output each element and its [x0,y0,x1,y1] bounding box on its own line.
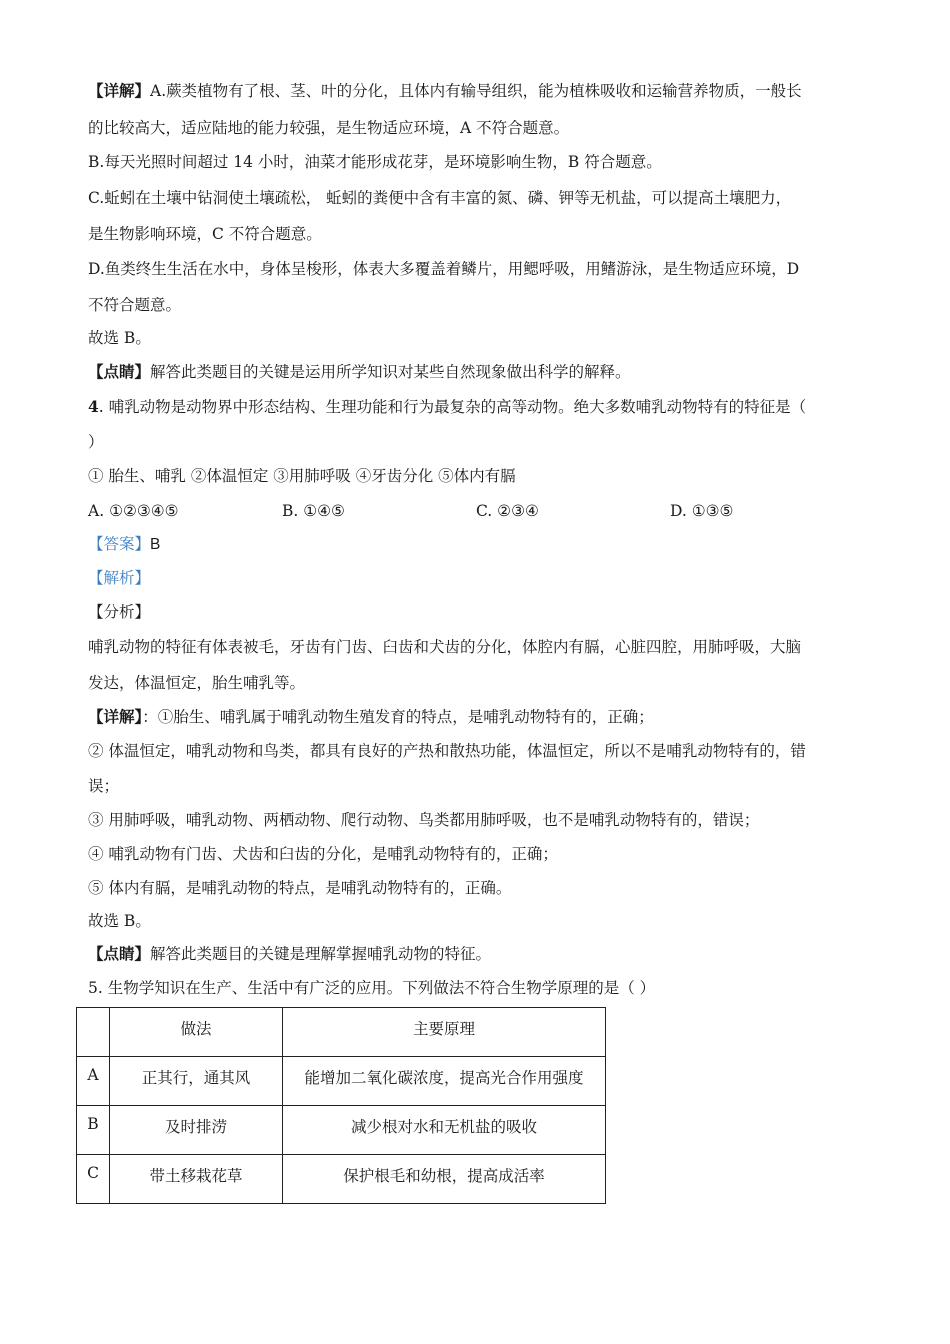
q4-detail-line-4: ③ 用肺呼吸，哺乳动物、两栖动物、爬行动物、鸟类都用肺呼吸，也不是哺乳动物特有的，错误； [88,811,760,829]
q4-detail-line-5: ④ 哺乳动物有门齿、犬齿和臼齿的分化，是哺乳动物特有的，正确； [88,845,558,863]
fenxi-tag: 【分析】 [88,603,151,621]
q3-detail-line-1: 【详解】A.蕨类植物有了根、茎、叶的分化，且体内有输导组织，能为植株吸收和运输营养物质，一般长 [88,81,802,100]
comment-tag: 【点睛】 [88,362,151,381]
q4-answer: 【答案】B [88,535,161,553]
q4-detail-line-1: 【详解】：①胎生、哺乳属于哺乳动物生殖发育的特点，是哺乳动物特有的，正确； [88,707,654,726]
q4-option-a: A. ①②③④⑤ [88,502,179,520]
table-cell: 正其行，通其风 [110,1057,283,1106]
q3-detail-line-2: 的比较高大，适应陆地的能力较强，是生物适应环境，A 不符合题意。 [88,119,570,137]
table-header-cell: 主要原理 [283,1008,606,1057]
table-row [77,1155,606,1204]
question-number: 4 [88,397,99,416]
q4-stem-line-1: 4. 哺乳动物是动物界中形态结构、生理功能和行为最复杂的高等动物。绝大多数哺乳动物特有的特征是（ [88,397,807,416]
q3-detail-line-6: D.鱼类终生生活在水中，身体呈梭形，体表大多覆盖着鳞片，用鳃呼吸，用鳍游泳，是生物适应环境，D [88,260,800,278]
q3-detail-line-7: 不符合题意。 [88,296,182,314]
table-cell: 带土移栽花草 [110,1155,283,1204]
q4-stem-line-2: ） [88,433,104,451]
table-row [77,1106,606,1155]
answer-tag: 【答案】 [88,535,151,553]
q4-fenxi-line-2: 发达，体温恒定，胎生哺乳等。 [88,674,306,692]
table-cell: 及时排涝 [110,1106,283,1155]
q3-conclusion: 故选 B。 [88,329,151,347]
q4-option-b: B. ①④⑤ [282,502,345,520]
q4-fenxi-line-1: 哺乳动物的特征有体表被毛，牙齿有门齿、臼齿和犬齿的分化，体腔内有膈，心脏四腔，用肺呼吸，大脑 [88,638,802,656]
detail-tag: 【详解】 [88,707,143,726]
q4-conclusion: 故选 B。 [88,912,151,930]
table-cell: B [77,1106,110,1155]
table-header-cell [77,1008,110,1057]
q4-items: ① 胎生、哺乳 ②体温恒定 ③用肺呼吸 ④牙齿分化 ⑤体内有膈 [88,467,516,485]
table-row [77,1057,606,1106]
q4-detail-line-3: 误； [88,777,120,795]
q3-detail-line-4: C.蚯蚓在土壤中钻洞使土壤疏松， 蚯蚓的粪便中含有丰富的氮、磷、钾等无机盐，可以提高土壤肥力， [88,189,792,207]
table-cell: 能增加二氧化碳浓度，提高光合作用强度 [283,1057,606,1106]
principle-table [76,1007,606,1204]
q5-stem: 5. 生物学知识在生产、生活中有广泛的应用。下列做法不符合生物学原理的是（ ） [88,979,656,997]
q4-option-d: D. ①③⑤ [670,502,734,520]
table-cell: C [77,1155,110,1204]
q3-detail-line-5: 是生物影响环境，C 不符合题意。 [88,225,322,243]
q4-detail-line-2: ② 体温恒定，哺乳动物和鸟类，都具有良好的产热和散热功能，体温恒定，所以不是哺乳动物特有的，错 [88,742,806,760]
q4-detail-line-6: ⑤ 体内有膈，是哺乳动物的特点，是哺乳动物特有的，正确。 [88,879,512,897]
q3-comment: 【点睛】解答此类题目的关键是运用所学知识对某些自然现象做出科学的解释。 [88,362,631,381]
table-header-row [77,1008,606,1057]
comment-tag: 【点睛】 [88,944,151,963]
analysis-tag: 【解析】 [88,569,151,587]
q4-comment: 【点睛】解答此类题目的关键是理解掌握哺乳动物的特征。 [88,944,492,963]
detail-tag: 【详解】 [88,81,151,100]
q4-option-c: C. ②③④ [476,502,539,520]
q3-detail-line-3: B.每天光照时间超过 14 小时，油菜才能形成花芽，是环境影响生物，B 符合题意。 [88,153,662,171]
table-header-cell: 做法 [110,1008,283,1057]
table-cell: A [77,1057,110,1106]
table-cell: 减少根对水和无机盐的吸收 [283,1106,606,1155]
table-cell: 保护根毛和幼根，提高成活率 [283,1155,606,1204]
